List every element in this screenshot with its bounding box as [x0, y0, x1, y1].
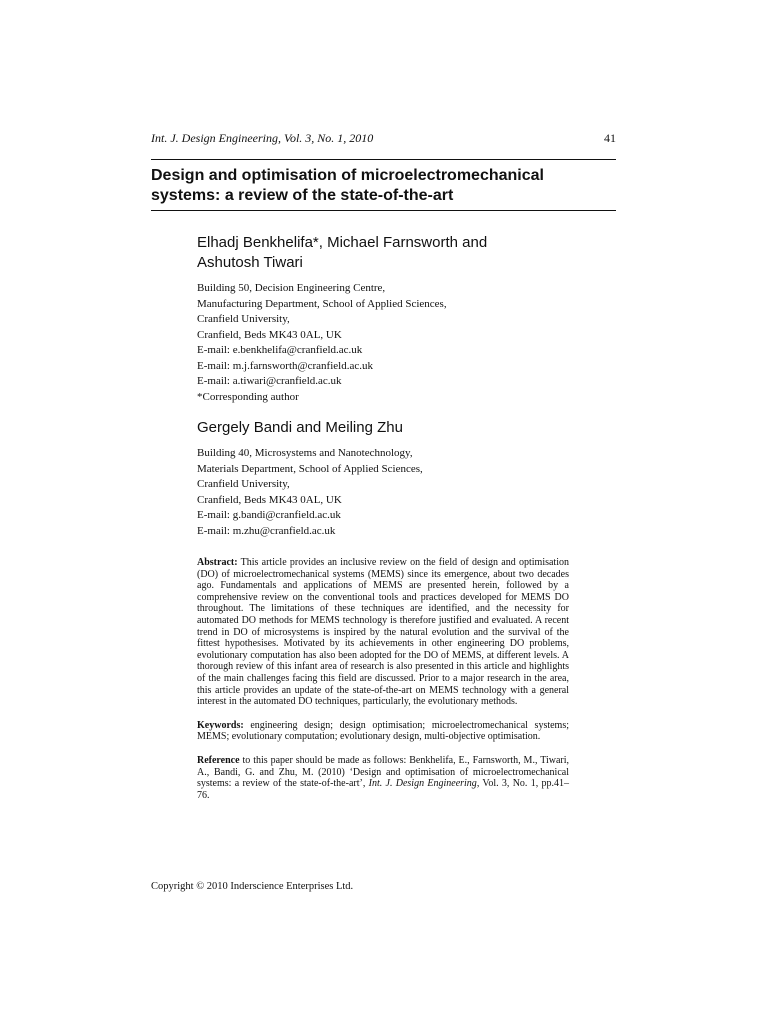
author-names-1-line2: Ashutosh Tiwari — [197, 254, 303, 271]
page-number: 41 — [604, 131, 616, 145]
abstract-text: This article provides an inclusive review on the field of design and optimisation (DO) of microelectromechanical systems (MEMS) since its emergence, about two decades ago. Fundamentals and applications of MEMS are presented herein, followed by a comprehensive review on the conventional tools and practices developed for MEMS DO throughout. The limitations of these techniques are identified, and the necessity for automated DO methods for MEMS technology is therefore justified and evaluated. A recent trend in DO of microsystems is inspired by the natural evolution and the survival of the fittest hypothesises. Motivated by its achievements in other engineering DO problems, evolutionary computation has also been adopted for the DO of MEMS, at different levels. A thorough review of this infant area of research is also presented in this article and highlights of the main challenges facing this field are discussed. Prior to a major research in the area, this article provides an update of the state-of-the-art on MEMS technology with a general interest in the automated DO techniques, particularly, the evolutionary methods. — [197, 557, 569, 708]
affiliation-1-line: Cranfield, Beds MK43 0AL, UK — [197, 328, 342, 341]
reference-journal: Int. J. Design Engineering — [368, 778, 477, 790]
title-bottom-rule — [151, 210, 616, 211]
reference-text: to this paper should be made as follows: Benkhelifa, E., Farnsworth, M., Tiwari, A., Bandi, G. and Zhu, M. (2010) ‘Design and optimisation of microelectromechanical systems: a review of the state-of-the-art’, — [197, 754, 570, 790]
author-names-1 — [197, 233, 569, 273]
running-header — [151, 130, 616, 146]
author-group-1 — [197, 233, 569, 405]
keywords — [197, 720, 569, 743]
affiliation-1-line: Cranfield University, — [197, 313, 290, 325]
email-tiwari: E-mail: a.tiwari@cranfield.ac.uk — [197, 375, 342, 387]
reference-note — [197, 755, 569, 801]
affiliation-2 — [197, 446, 569, 539]
journal-citation: Int. J. Design Engineering, Vol. 3, No. 1, 2010 — [151, 131, 374, 145]
affiliation-2-line: Cranfield University, — [197, 478, 290, 490]
copyright-notice: Copyright © 2010 Inderscience Enterprises Ltd. — [151, 881, 354, 892]
affiliation-1-line: Manufacturing Department, School of Applied Sciences, — [197, 297, 447, 310]
corresponding-author-note: *Corresponding author — [197, 390, 299, 403]
affiliation-2-line: Cranfield, Beds MK43 0AL, UK — [197, 493, 342, 506]
abstract — [197, 557, 569, 708]
keywords-label: Keywords: — [197, 719, 244, 731]
author-group-2 — [197, 418, 569, 539]
email-zhu: E-mail: m.zhu@cranfield.ac.uk — [197, 524, 336, 537]
email-bandi: E-mail: g.bandi@cranfield.ac.uk — [197, 509, 341, 521]
front-matter — [197, 233, 569, 801]
paper-title: Design and optimisation of microelectromechanical systems: a review of the state-of-the-art — [151, 167, 544, 204]
affiliation-1 — [197, 281, 569, 405]
author-names-2: Gergely Bandi and Meiling Zhu — [197, 419, 403, 436]
keywords-text: engineering design; design optimisation; microelectromechanical systems; MEMS; evolutionary computation; evolutionary design, multi-objective optimisation. — [197, 719, 569, 743]
reference-volume: , Vol. 3, No. 1, pp.41–76. — [197, 778, 570, 801]
title-top-rule — [151, 159, 616, 160]
author-names-1-line1: Elhadj Benkhelifa*, Michael Farnsworth and — [197, 234, 488, 251]
affiliation-2-line: Materials Department, School of Applied Sciences, — [197, 462, 423, 475]
email-benkhelifa: E-mail: e.benkhelifa@cranfield.ac.uk — [197, 344, 363, 356]
reference-label: Reference — [197, 754, 240, 766]
affiliation-2-line: Building 40, Microsystems and Nanotechnology, — [197, 447, 413, 459]
email-farnsworth: E-mail: m.j.farnsworth@cranfield.ac.uk — [197, 359, 373, 372]
affiliation-1-line: Building 50, Decision Engineering Centre, — [197, 282, 386, 294]
abstract-label: Abstract: — [197, 557, 238, 568]
